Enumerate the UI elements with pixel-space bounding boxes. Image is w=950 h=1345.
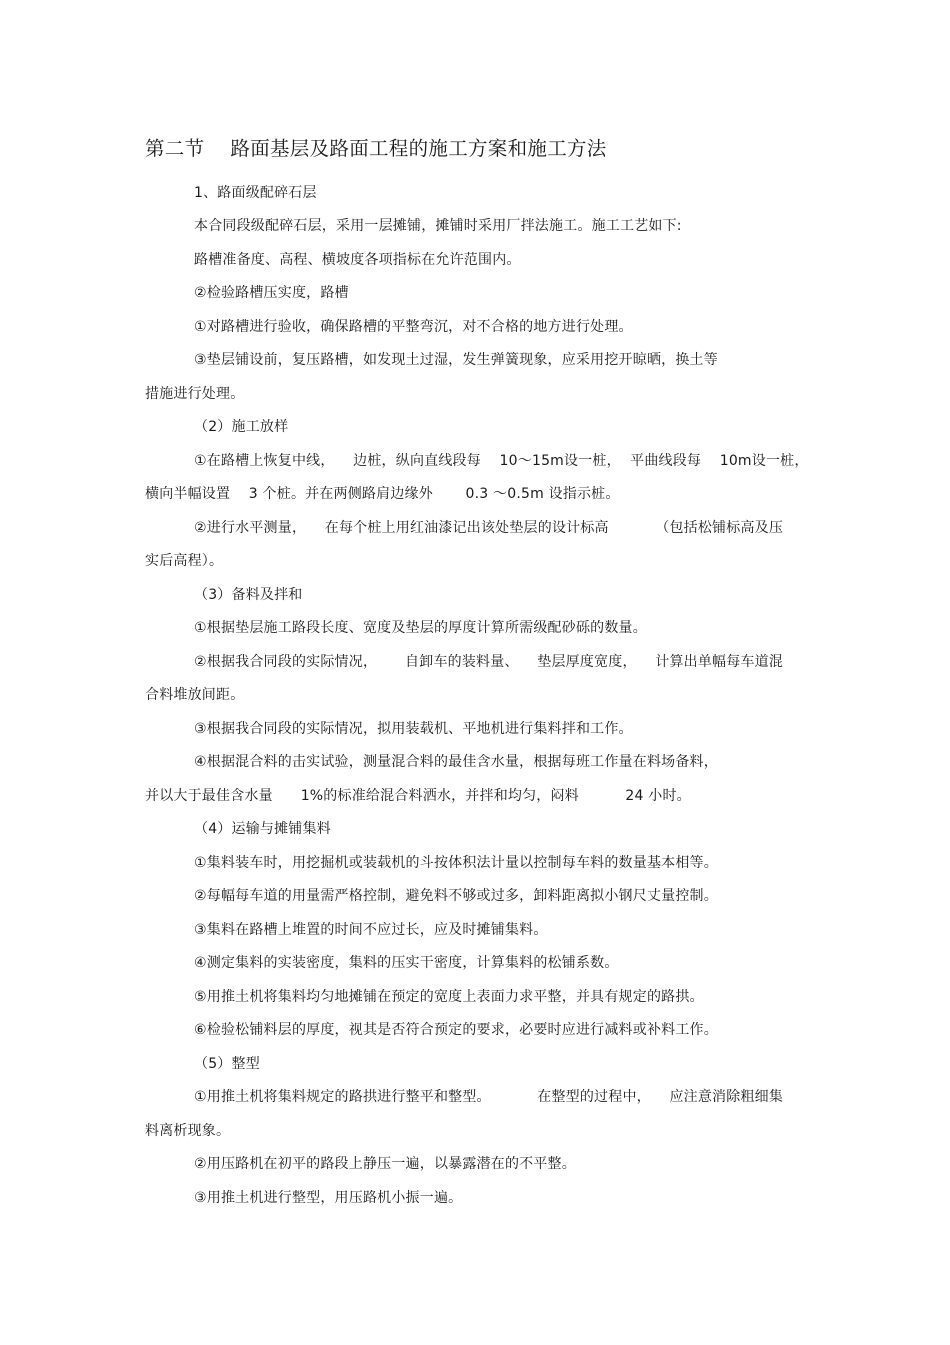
paragraph-line: ②进行水平测量， 在每个桩上用红油漆记出该处垫层的设计标高 （包括松铺标高及压	[194, 520, 784, 536]
paragraph-line: ②根据我合同段的实际情况， 自卸车的装料量、 垫层厚度宽度， 计算出单幅每车道混	[194, 654, 784, 670]
paragraph-line: 并以大于最佳含水量 1%的标准给混合料洒水，并拌和均匀，闷料 24 小时。	[145, 788, 691, 804]
subheading-5: （5）整型	[194, 1056, 260, 1072]
subheading-2: （2）施工放样	[194, 419, 289, 435]
paragraph-line: 合料堆放间距。	[145, 687, 245, 703]
paragraph-line: ④测定集料的实装密度，集料的压实干密度，计算集料的松铺系数。	[194, 955, 619, 971]
paragraph-line: ⑤用推土机将集料均匀地摊铺在预定的宽度上表面力求平整，并具有规定的路拱。	[194, 989, 704, 1005]
paragraph-line: 横向半幅设置 3 个桩。并在两侧路肩边缘外 0.3 ～0.5m 设指示桩。	[145, 486, 620, 502]
paragraph-line: ③集料在路槽上堆置的时间不应过长，应及时摊铺集料。	[194, 922, 548, 938]
paragraph-line: ③用推土机进行整型，用压路机小振一遍。	[194, 1190, 463, 1206]
paragraph-line: 措施进行处理。	[145, 386, 245, 402]
paragraph-line: ①对路槽进行验收，确保路槽的平整弯沉，对不合格的地方进行处理。	[194, 319, 633, 335]
paragraph-line: 实后高程）。	[145, 553, 224, 569]
section-title: 第二节 路面基层及路面工程的施工方案和施工方法	[145, 137, 607, 160]
paragraph-line: ②检验路槽压实度，路槽	[194, 285, 349, 301]
paragraph-line: 料离析现象。	[145, 1123, 231, 1139]
paragraph-line: ②用压路机在初平的路段上静压一遍，以暴露潜在的不平整。	[194, 1156, 576, 1172]
paragraph-line: 路槽准备度、高程、横坡度各项指标在允许范围内。	[194, 252, 521, 268]
heading-1: 1、路面级配碎石层	[194, 185, 317, 201]
paragraph-line: ③根据我合同段的实际情况，拟用装载机、平地机进行集料拌和工作。	[194, 721, 633, 737]
paragraph-line: ①用推土机将集料规定的路拱进行整平和整型。 在整型的过程中， 应注意消除粗细集	[194, 1089, 784, 1105]
subheading-3: （3）备料及拌和	[194, 587, 303, 603]
paragraph-line: ②每幅每车道的用量需严格控制，避免料不够或过多，卸料距离拟小钢尺丈量控制。	[194, 888, 718, 904]
paragraph-line: ①在路槽上恢复中线， 边桩，纵向直线段每 10～15m设一桩， 平曲线段每 10m设一桩，	[194, 453, 809, 469]
subheading-4: （4）运输与摊铺集料	[194, 821, 331, 837]
paragraph-line: 本合同段级配碎石层，采用一层摊铺，摊铺时采用厂拌法施工。施工工艺如下:	[194, 218, 682, 234]
paragraph-line: ①集料装车时，用挖掘机或装载机的斗按体积法计量以控制每车料的数量基本相等。	[194, 855, 718, 871]
paragraph-line: ①根据垫层施工路段长度、宽度及垫层的厚度计算所需级配砂砾的数量。	[194, 620, 647, 636]
paragraph-line: ③垫层铺设前，复压路槽，如发现土过湿，发生弹簧现象，应采用挖开晾晒，换土等	[194, 352, 718, 368]
paragraph-line: ⑥检验松铺料层的厚度，视其是否符合预定的要求，必要时应进行减料或补料工作。	[194, 1022, 718, 1038]
paragraph-line: ④根据混合料的击实试验，测量混合料的最佳含水量，根据每班工作量在料场备料，	[194, 754, 718, 770]
